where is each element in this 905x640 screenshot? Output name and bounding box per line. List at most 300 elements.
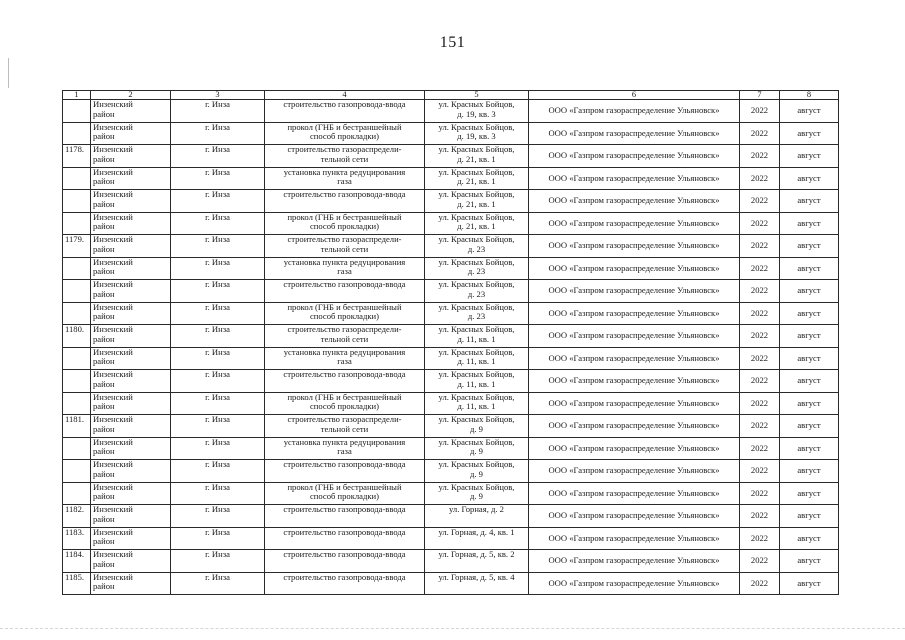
table-body [63,100,839,595]
month-cell: август [780,302,839,325]
district-text: Инзенский [93,437,133,447]
district-text: Инзенский [93,549,133,559]
district-cell [91,527,171,550]
address-text: ул. Красных Бойцов, [438,414,515,424]
table-row [63,257,839,280]
month-cell: август [780,235,839,258]
work-type-cell [265,100,425,123]
address-text: ул. Красных Бойцов, [438,324,515,334]
item-number: 1185. [63,572,91,595]
district-cell [91,550,171,573]
address-cell [425,257,529,280]
item-number [63,100,91,123]
item-number [63,122,91,145]
work-type-text: установка пункта редуцирования [283,257,406,267]
district-text: Инзенский [93,572,133,582]
work-type-cell [265,122,425,145]
work-type-text: тельной сети [320,423,369,434]
district-text: Инзенский [93,189,133,199]
work-type-cell [265,257,425,280]
address-cell [425,325,529,348]
district-text: район [93,153,115,164]
column-header: 7 [740,91,780,100]
address-cell [425,527,529,550]
month-cell: август [780,370,839,393]
item-number [63,280,91,303]
district-text: Инзенский [93,99,133,109]
page-number: 151 [439,34,466,51]
organization-cell: ООО «Газпром газораспределение Ульяновск» [529,212,740,235]
address-text: д. 9 [470,491,483,502]
month-cell: август [780,572,839,595]
address-cell [425,460,529,483]
address-text: ул. Красных Бойцов, [438,212,515,222]
column-header: 8 [780,91,839,100]
address-text: д. 19, кв. 3 [457,108,496,119]
work-type-text: установка пункта редуцирования [283,347,406,357]
city-cell: г. Инза [171,370,265,393]
year-cell: 2022 [740,257,780,280]
year-cell: 2022 [740,370,780,393]
district-cell [91,325,171,348]
district-text: район [93,356,115,367]
work-type-cell [265,347,425,370]
address-cell [425,370,529,393]
organization-cell: ООО «Газпром газораспределение Ульяновск» [529,122,740,145]
address-text: ул. Красных Бойцов, [438,144,515,154]
year-cell: 2022 [740,100,780,123]
year-cell: 2022 [740,347,780,370]
year-cell: 2022 [740,235,780,258]
organization-cell: ООО «Газпром газораспределение Ульяновск» [529,460,740,483]
work-type-cell [265,505,425,528]
month-cell: август [780,212,839,235]
table-row [63,527,839,550]
district-cell [91,212,171,235]
district-text: район [93,131,115,142]
address-cell [425,482,529,505]
item-number [63,302,91,325]
address-text: ул. Красных Бойцов, [438,122,515,132]
work-type-text: газа [337,356,352,367]
work-type-cell [265,392,425,415]
month-cell: август [780,100,839,123]
organization-cell: ООО «Газпром газораспределение Ульяновск» [529,527,740,550]
district-text: Инзенский [93,459,133,469]
address-text: ул. Горная, д. 5, кв. 4 [438,572,515,582]
table-row [63,167,839,190]
work-type-text: строительство газораспредели- [287,324,402,334]
address-cell [425,212,529,235]
city-cell: г. Инза [171,347,265,370]
work-type-cell [265,527,425,550]
table-row [63,190,839,213]
district-cell [91,437,171,460]
address-text: ул. Красных Бойцов, [438,369,515,379]
district-text: Инзенский [93,504,133,514]
organization-cell: ООО «Газпром газораспределение Ульяновск» [529,302,740,325]
month-cell: август [780,437,839,460]
table-row [63,212,839,235]
district-cell [91,145,171,168]
year-cell: 2022 [740,302,780,325]
address-text: д. 9 [470,423,483,434]
district-text: Инзенский [93,257,133,267]
district-cell [91,370,171,393]
city-cell: г. Инза [171,257,265,280]
margin-mark [8,58,9,88]
item-number [63,482,91,505]
item-number [63,370,91,393]
city-cell: г. Инза [171,572,265,595]
work-type-text: строительство газопровода-ввода [283,504,406,514]
city-cell: г. Инза [171,145,265,168]
month-cell: август [780,527,839,550]
address-cell [425,302,529,325]
work-type-text: прокол (ГНБ и бестраншейный [287,392,402,402]
district-text: район [93,311,115,322]
district-cell [91,235,171,258]
work-type-cell [265,145,425,168]
month-cell: август [780,550,839,573]
year-cell: 2022 [740,572,780,595]
address-text: ул. Красных Бойцов, [438,234,515,244]
table-row [63,280,839,303]
city-cell: г. Инза [171,550,265,573]
work-type-text: способ прокладки) [309,401,380,412]
address-text: д. 9 [470,468,483,479]
district-text: район [93,378,115,389]
year-cell: 2022 [740,145,780,168]
district-cell [91,460,171,483]
work-type-text: строительство газопровода-ввода [283,549,406,559]
district-cell [91,347,171,370]
work-type-text: строительство газопровода-ввода [283,572,406,582]
organization-cell: ООО «Газпром газораспределение Ульяновск» [529,257,740,280]
month-cell: август [780,392,839,415]
district-text: Инзенский [93,392,133,402]
work-type-text: газа [337,266,352,277]
item-number: 1183. [63,527,91,550]
address-cell [425,392,529,415]
organization-cell: ООО «Газпром газораспределение Ульяновск» [529,347,740,370]
district-cell [91,415,171,438]
month-cell: август [780,280,839,303]
table-row [63,122,839,145]
district-text: район [93,288,115,299]
year-cell: 2022 [740,482,780,505]
district-text: район [93,108,115,119]
item-number [63,257,91,280]
column-header: 2 [91,91,171,100]
work-type-text: тельной сети [320,153,369,164]
organization-cell: ООО «Газпром газораспределение Ульяновск» [529,190,740,213]
year-cell: 2022 [740,415,780,438]
work-type-text: строительство газопровода-ввода [283,459,406,469]
address-text: д. 23 [467,311,486,322]
item-number [63,392,91,415]
year-cell: 2022 [740,280,780,303]
organization-cell: ООО «Газпром газораспределение Ульяновск» [529,437,740,460]
work-type-text: тельной сети [320,333,369,344]
item-number: 1182. [63,505,91,528]
organization-cell: ООО «Газпром газораспределение Ульяновск» [529,550,740,573]
work-type-text: прокол (ГНБ и бестраншейный [287,482,402,492]
month-cell: август [780,122,839,145]
work-type-cell [265,482,425,505]
address-text: ул. Красных Бойцов, [438,347,515,357]
column-header: 5 [425,91,529,100]
month-cell: август [780,190,839,213]
year-cell: 2022 [740,325,780,348]
address-text: д. 19, кв. 3 [457,131,496,142]
address-text: д. 23 [467,288,486,299]
district-text: район [93,558,115,569]
table-row [63,460,839,483]
table-row [63,482,839,505]
table-row [63,572,839,595]
organization-cell: ООО «Газпром газораспределение Ульяновск» [529,145,740,168]
month-cell: август [780,415,839,438]
year-cell: 2022 [740,190,780,213]
district-text: район [93,221,115,232]
address-text: ул. Красных Бойцов, [438,392,515,402]
city-cell: г. Инза [171,392,265,415]
district-text: район [93,513,115,524]
address-text: д. 21, кв. 1 [457,176,496,187]
address-cell [425,122,529,145]
district-text: район [93,333,115,344]
district-cell [91,280,171,303]
table-row [63,347,839,370]
item-number [63,190,91,213]
address-cell [425,347,529,370]
work-type-text: строительство газораспредели- [287,144,402,154]
work-type-text: строительство газораспредели- [287,234,402,244]
column-header: 4 [265,91,425,100]
month-cell: август [780,257,839,280]
city-cell: г. Инза [171,415,265,438]
city-cell: г. Инза [171,190,265,213]
organization-cell: ООО «Газпром газораспределение Ульяновск» [529,167,740,190]
work-type-text: установка пункта редуцирования [283,167,406,177]
item-number: 1178. [63,145,91,168]
year-cell: 2022 [740,460,780,483]
address-text: д. 21, кв. 1 [457,153,496,164]
year-cell: 2022 [740,437,780,460]
district-text: Инзенский [93,144,133,154]
district-text: район [93,423,115,434]
address-text: д. 11, кв. 1 [457,401,496,412]
district-text: Инзенский [93,414,133,424]
work-type-text: способ прокладки) [309,311,380,322]
district-text: район [93,468,115,479]
table-row [63,415,839,438]
district-text: Инзенский [93,212,133,222]
table-row [63,100,839,123]
work-type-cell [265,302,425,325]
address-text: д. 21, кв. 1 [457,221,496,232]
address-text: д. 11, кв. 1 [457,378,496,389]
organization-cell: ООО «Газпром газораспределение Ульяновск» [529,235,740,258]
address-text: д. 9 [470,446,483,457]
organization-cell: ООО «Газпром газораспределение Ульяновск» [529,415,740,438]
table-row [63,550,839,573]
district-cell [91,167,171,190]
column-header: 6 [529,91,740,100]
table-row [63,145,839,168]
work-type-text: прокол (ГНБ и бестраншейный [287,122,402,132]
work-type-text: прокол (ГНБ и бестраншейный [287,212,402,222]
item-number: 1179. [63,235,91,258]
address-text: ул. Красных Бойцов, [438,482,515,492]
work-type-cell [265,190,425,213]
district-text: Инзенский [93,347,133,357]
city-cell: г. Инза [171,505,265,528]
work-type-text: способ прокладки) [309,221,380,232]
district-text: район [93,536,115,547]
month-cell: август [780,167,839,190]
address-cell [425,505,529,528]
item-number: 1180. [63,325,91,348]
city-cell: г. Инза [171,212,265,235]
work-type-cell [265,235,425,258]
address-text: ул. Красных Бойцов, [438,189,515,199]
table-row [63,505,839,528]
organization-cell: ООО «Газпром газораспределение Ульяновск» [529,370,740,393]
organization-cell: ООО «Газпром газораспределение Ульяновск» [529,325,740,348]
address-cell [425,100,529,123]
district-text: район [93,446,115,457]
district-text: Инзенский [93,122,133,132]
district-text: район [93,266,115,277]
month-cell: август [780,145,839,168]
district-cell [91,572,171,595]
work-type-cell [265,415,425,438]
district-text: район [93,401,115,412]
address-cell [425,167,529,190]
district-cell [91,505,171,528]
year-cell: 2022 [740,527,780,550]
column-header: 3 [171,91,265,100]
item-number [63,460,91,483]
address-cell [425,235,529,258]
address-text: ул. Горная, д. 5, кв. 2 [438,549,515,559]
work-type-cell [265,370,425,393]
organization-cell: ООО «Газпром газораспределение Ульяновск» [529,100,740,123]
organization-cell: ООО «Газпром газораспределение Ульяновск» [529,505,740,528]
district-cell [91,190,171,213]
district-text: Инзенский [93,302,133,312]
address-text: д. 23 [467,266,486,277]
work-type-text: газа [337,176,352,187]
address-text: д. 23 [467,243,486,254]
address-cell [425,550,529,573]
city-cell: г. Инза [171,100,265,123]
district-cell [91,257,171,280]
address-text: ул. Красных Бойцов, [438,459,515,469]
district-cell [91,122,171,145]
column-header: 1 [63,91,91,100]
district-text: Инзенский [93,527,133,537]
work-type-cell [265,572,425,595]
district-text: район [93,491,115,502]
city-cell: г. Инза [171,325,265,348]
district-text: Инзенский [93,324,133,334]
organization-cell: ООО «Газпром газораспределение Ульяновск» [529,280,740,303]
table-row [63,370,839,393]
district-cell [91,302,171,325]
year-cell: 2022 [740,392,780,415]
work-type-cell [265,167,425,190]
item-number [63,437,91,460]
address-cell [425,190,529,213]
district-text: район [93,243,115,254]
district-text: Инзенский [93,482,133,492]
month-cell: август [780,460,839,483]
scan-edge [0,628,905,630]
table-row [63,437,839,460]
district-text: район [93,581,115,592]
work-type-cell [265,212,425,235]
address-cell [425,572,529,595]
item-number [63,347,91,370]
organization-cell: ООО «Газпром газораспределение Ульяновск» [529,392,740,415]
table-row [63,325,839,348]
month-cell: август [780,505,839,528]
city-cell: г. Инза [171,460,265,483]
work-type-text: тельной сети [320,243,369,254]
month-cell: август [780,347,839,370]
city-cell: г. Инза [171,437,265,460]
work-type-text: строительство газораспредели- [287,414,402,424]
year-cell: 2022 [740,550,780,573]
address-text: ул. Красных Бойцов, [438,99,515,109]
work-type-cell [265,325,425,348]
city-cell: г. Инза [171,302,265,325]
work-type-text: способ прокладки) [309,491,380,502]
address-cell [425,437,529,460]
city-cell: г. Инза [171,167,265,190]
address-text: д. 11, кв. 1 [457,333,496,344]
address-cell [425,280,529,303]
work-type-text: газа [337,446,352,457]
city-cell: г. Инза [171,122,265,145]
district-cell [91,482,171,505]
address-text: ул. Красных Бойцов, [438,257,515,267]
district-cell [91,392,171,415]
work-type-text: прокол (ГНБ и бестраншейный [287,302,402,312]
work-type-cell [265,280,425,303]
year-cell: 2022 [740,122,780,145]
work-type-text: строительство газопровода-ввода [283,189,406,199]
works-table [62,90,839,595]
year-cell: 2022 [740,167,780,190]
address-text: д. 21, кв. 1 [457,198,496,209]
district-text: Инзенский [93,234,133,244]
work-type-cell [265,437,425,460]
district-text: Инзенский [93,167,133,177]
organization-cell: ООО «Газпром газораспределение Ульяновск» [529,482,740,505]
address-text: ул. Красных Бойцов, [438,167,515,177]
work-type-text: строительство газопровода-ввода [283,99,406,109]
column-number-row [63,91,839,100]
address-text: ул. Красных Бойцов, [438,279,515,289]
work-type-text: способ прокладки) [309,131,380,142]
work-type-text: строительство газопровода-ввода [283,279,406,289]
address-cell [425,145,529,168]
item-number: 1181. [63,415,91,438]
